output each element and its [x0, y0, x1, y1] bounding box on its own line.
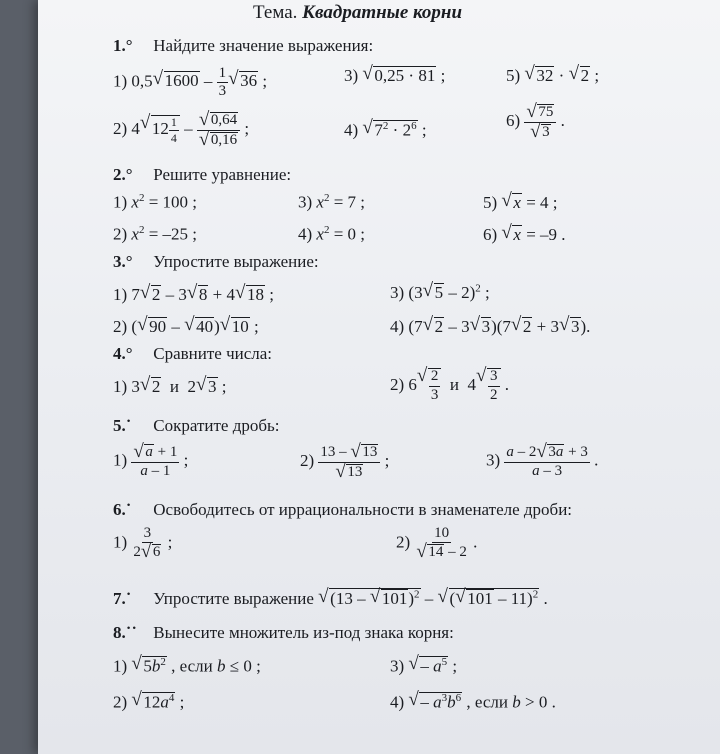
- task-8-item-1: 1) √ $5b^2$ , если b ≤ 0 ;: [113, 656, 261, 676]
- task-2-item-6: 6) √ x = –9 .: [483, 225, 566, 244]
- task-4-item-1: 1) 3√ 2 и 2√ 3 ;: [113, 377, 227, 396]
- task-7-expression: √ (13 – √ 101)$^2$ – √ (√ 101 – 11)$^2$ .: [318, 589, 548, 608]
- task-2-item-5: 5) √ x = 4 ;: [483, 193, 558, 212]
- task-6-item-1: 1) $\frac{3}{2√ 6}$ ;: [113, 526, 172, 561]
- task-3-item-3: 3) (3√ 5 – 2)$^2$ ;: [390, 283, 490, 302]
- task-4-heading: [113, 344, 272, 364]
- task-number: 5.˙: [113, 416, 132, 435]
- task-8-item-3: 3) √ – $a^5$ ;: [390, 656, 457, 676]
- task-5-item-2: 2) 13 – √ 13 √ 13 ;: [300, 444, 389, 481]
- task-title: Упростите выражение:: [153, 252, 319, 271]
- task-6-item-2: 2) 10 √ 14 – 2 .: [396, 526, 477, 561]
- task-6-heading: [113, 500, 572, 520]
- task-2-item-3: 3) $x^2 = 7$ ;: [298, 192, 366, 212]
- task-2-item-4: 4) $x^2 = 0$ ;: [298, 224, 366, 244]
- task-2-item-1: 1) $x^2 = 100$ ;: [113, 192, 198, 212]
- task-5-item-1: 1) √ $\frac{a + 1}{a - 1}$ ;: [113, 444, 188, 479]
- task-number: 6.˙: [113, 500, 132, 519]
- task-1-item-5: 5) √ 32 · √ 2 ;: [506, 66, 599, 85]
- task-number: 7.˙: [113, 589, 132, 608]
- task-3-item-1: 1) 7√ 2 – 3√ 8 + 4√ 18 ;: [113, 285, 274, 304]
- task-1-item-2: 2) 4√ 12 $\frac{1}{4}$ – √ 0,64 √ 0,16 ;: [113, 112, 249, 149]
- page-header: [253, 2, 462, 24]
- task-3-item-4: 4) (7√ 2 – 3√ 3)(7√ 2 + 3√ 3).: [390, 317, 590, 336]
- task-8-item-4: 4) √ – $a^3b^6$ , если b > 0 .: [390, 692, 556, 712]
- task-number: 1.°: [113, 36, 133, 55]
- worksheet-page: [38, 0, 720, 754]
- task-7-heading: [113, 588, 548, 609]
- task-title: Упростите выражение: [153, 589, 314, 608]
- task-1-item-3: 3) √ 0,25 · 81 ;: [344, 66, 445, 85]
- header-topic: Квадратные корни: [302, 2, 463, 23]
- task-title: Найдите значение выражения:: [153, 36, 374, 55]
- task-8-item-2: 2) √ $12a^4$ ;: [113, 692, 184, 712]
- task-title: Сократите дробь:: [153, 416, 280, 435]
- task-title: Освободитесь от иррациональности в знаменателе дроби:: [153, 500, 573, 519]
- task-4-item-2: 2) 6 √ $\frac{2}{3}$ и 4 √ $\frac{3}{2}$ .: [390, 368, 509, 404]
- task-1-heading: [113, 36, 373, 56]
- task-number: 8.˙˙: [113, 623, 138, 642]
- task-5-heading: [113, 416, 279, 436]
- task-3-item-2: 2) (√ 90 – √ 40)√ 10 ;: [113, 317, 259, 336]
- task-2-item-2: 2) $x^2 = -25$ ;: [113, 224, 198, 244]
- task-title: Сравните числа:: [153, 344, 273, 363]
- task-number: 4.°: [113, 344, 133, 363]
- task-number: 3.°: [113, 252, 133, 271]
- task-3-heading: [113, 252, 319, 272]
- task-number: 2.°: [113, 165, 133, 184]
- task-1-item-4: 4) √ $7^2 \cdot 2^6$ ;: [344, 120, 427, 140]
- task-1-item-6: 6) √ 75 √ 3 .: [506, 104, 565, 141]
- task-title: Вынесите множитель из-под знака корня:: [153, 623, 454, 642]
- task-2-heading: [113, 165, 291, 185]
- header-prefix: Тема.: [253, 2, 298, 23]
- task-title: Решите уравнение:: [153, 165, 292, 184]
- task-1-item-1: 1) 0,5√ 1600 – $\frac{1}{3}$ √ 36 ;: [113, 66, 267, 99]
- task-5-item-3: 3) $\frac{a - 2√ 3a + 3}{a - 3}$ .: [486, 444, 598, 479]
- task-8-heading: [113, 623, 454, 643]
